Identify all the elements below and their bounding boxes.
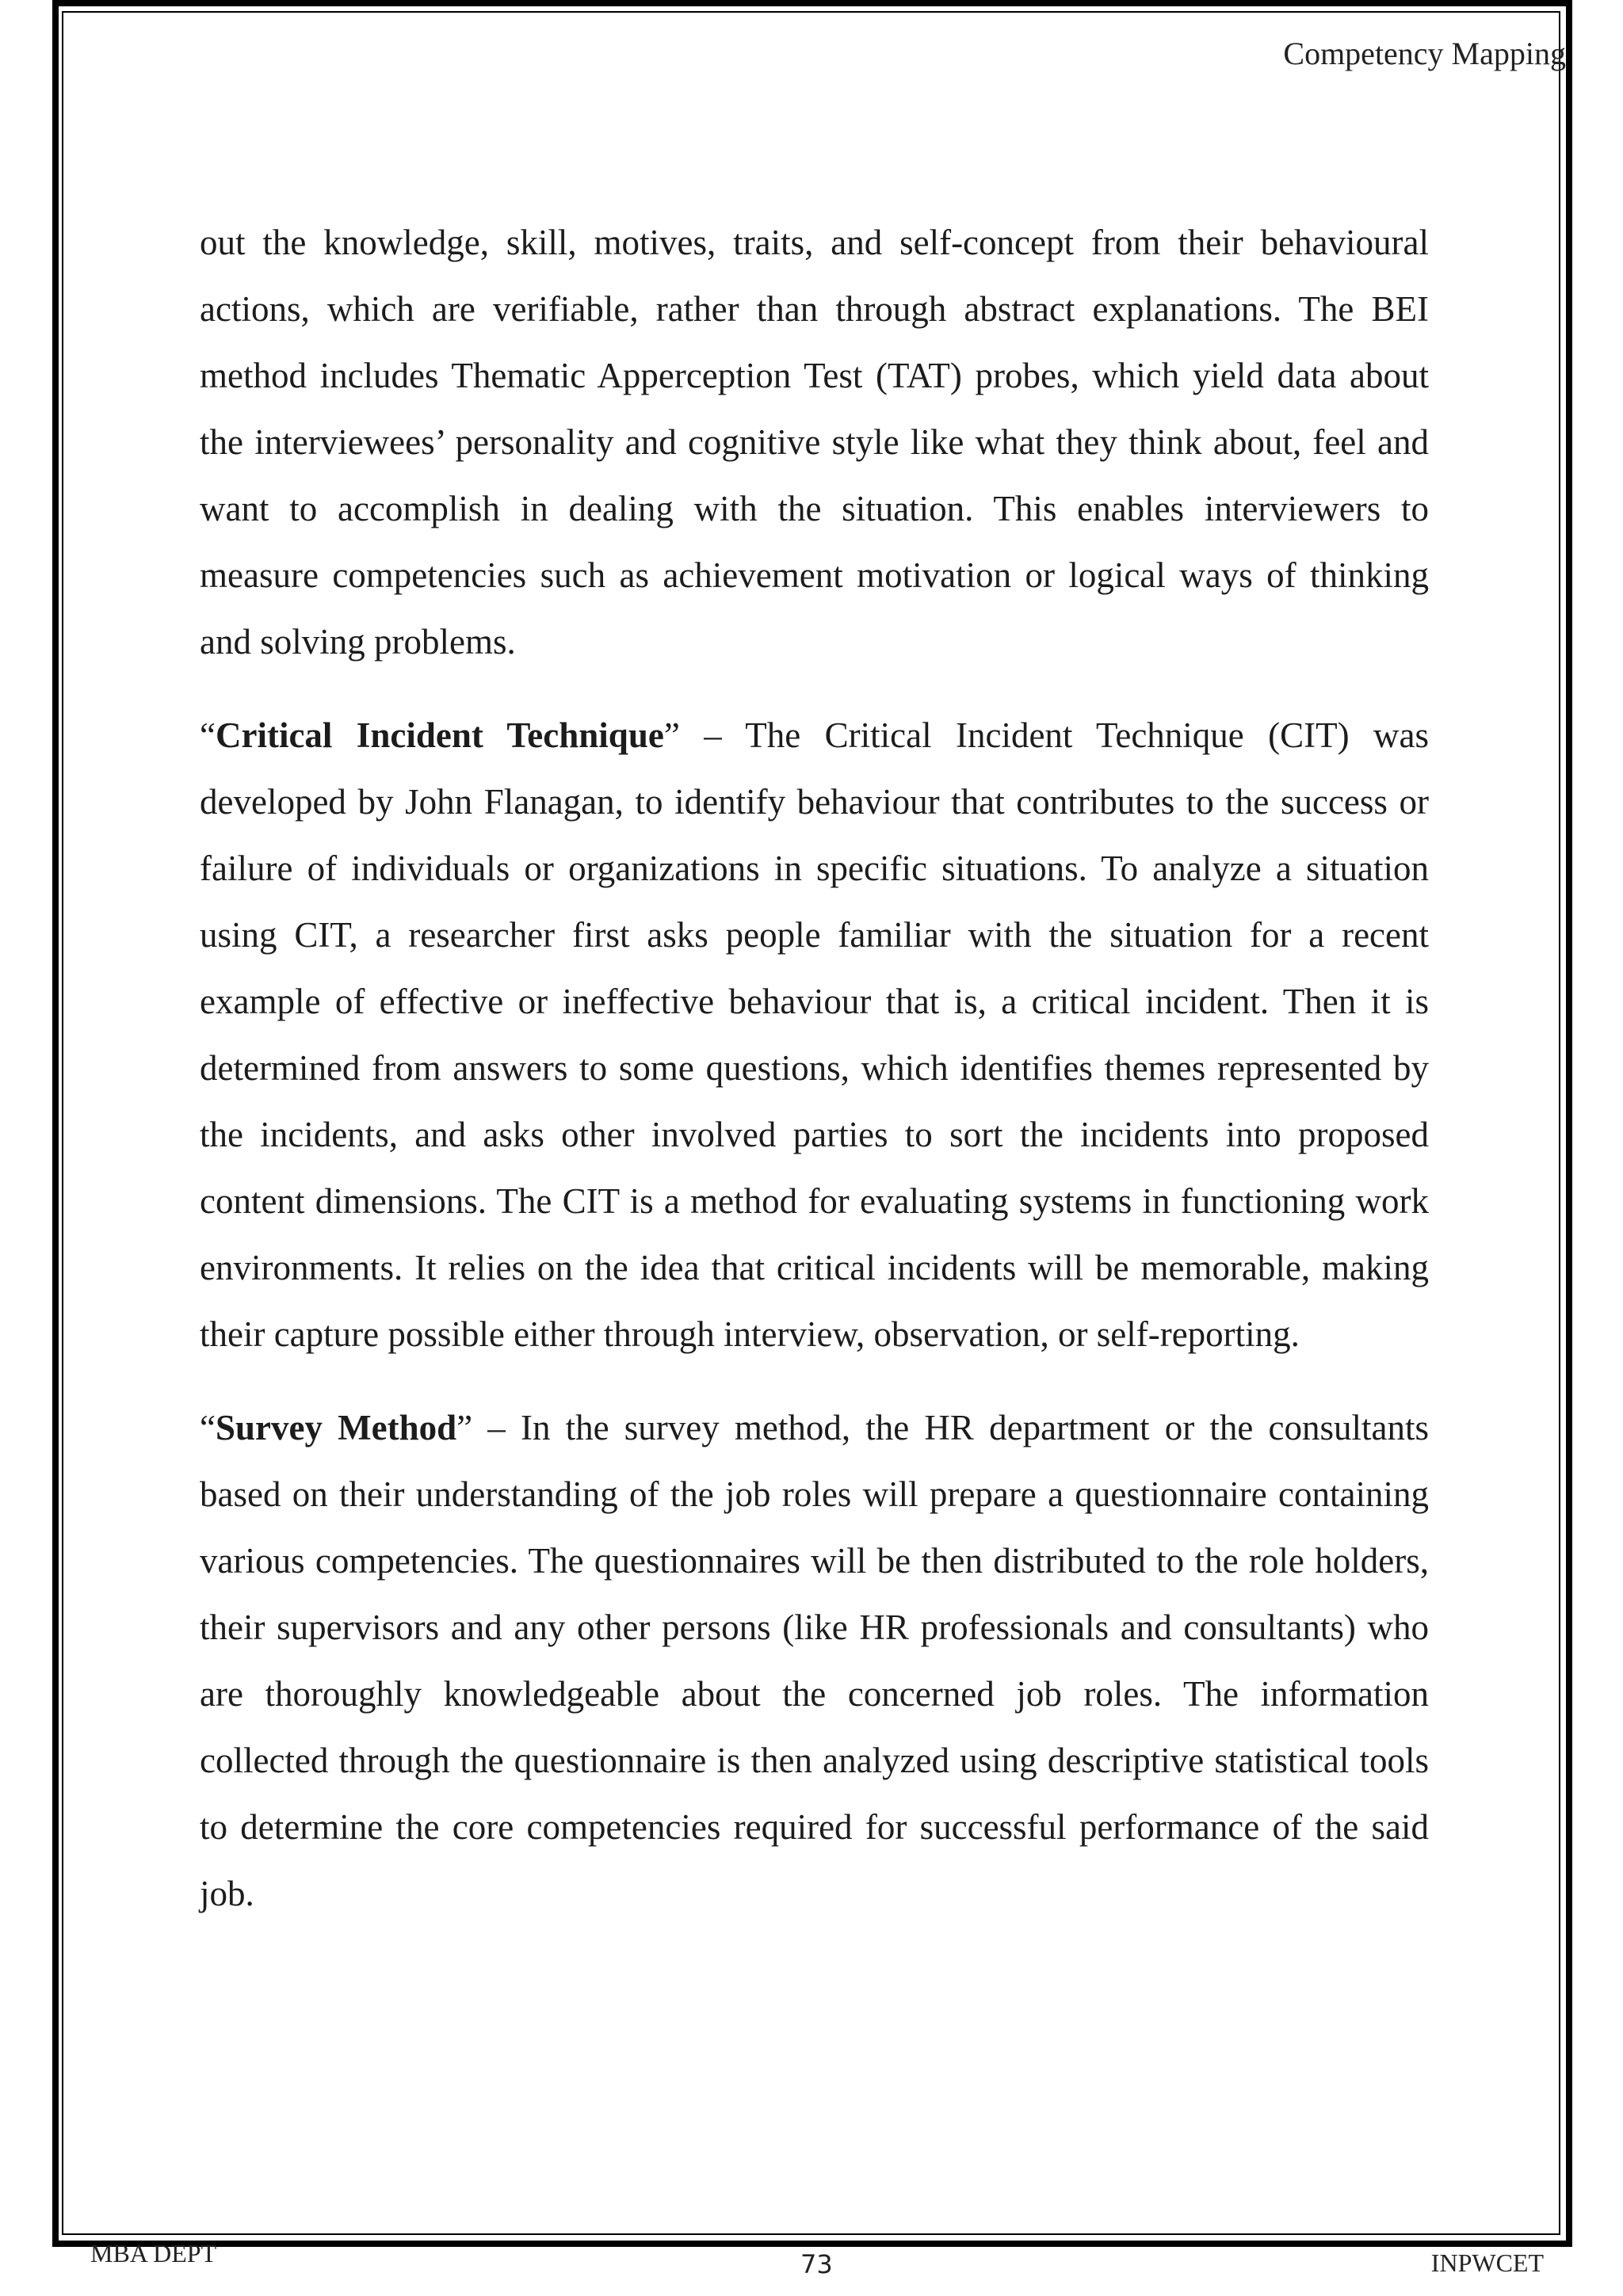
- quote-open: “: [200, 715, 216, 755]
- term-critical-incident-technique: Critical Incident Technique: [215, 715, 664, 755]
- page-body: [200, 209, 1429, 1954]
- paragraph-critical-incident-technique: [200, 702, 1429, 1367]
- term-survey-method: Survey Method: [215, 1408, 457, 1447]
- quote-open: “: [200, 1408, 216, 1447]
- running-header-title: Competency Mapping: [1283, 36, 1566, 71]
- paragraph-text: In the survey method, the HR department or the consultants based on their understanding of the job roles will prepare a questionnaire containing various competencies. The questionnaires will be then distributed to the role holders, their supervisors and any other persons (like HR professionals and consultants) who are thoroughly knowledgeable about the concerned job roles. The information collected through the questionnaire is then analyzed using descriptive statistical tools to determine the core competencies required for successful performance of the said job.: [200, 1408, 1429, 1913]
- footer-institution: INPWCET: [1430, 2248, 1544, 2277]
- quote-close-dash: ” –: [456, 1408, 521, 1447]
- paragraph-survey-method: [200, 1394, 1429, 1927]
- footer-page-number: 73: [800, 2249, 833, 2279]
- quote-close-dash: ” –: [663, 715, 746, 755]
- paragraph-text: The Critical Incident Technique (CIT) was developed by John Flanagan, to identify behaviour that contributes to the success or failure of individuals or organizations in specific situations. To analyze a situation using CIT, a researcher first asks people familiar with the situation for a recent example of effective or ineffective behaviour that is, a critical incident. Then it is determined from answers to some questions, which identifies themes represented by the incidents, and asks other involved parties to sort the incidents into proposed content dimensions. The CIT is a method for evaluating systems in functioning work environments. It relies on the idea that critical incidents will be memorable, making their capture possible either through interview, observation, or self-reporting.: [200, 715, 1429, 1354]
- footer-department: MBA DEPT: [90, 2239, 217, 2267]
- paragraph-bei-continuation: out the knowledge, skill, motives, traits, and self-concept from their behavioural actions, which are verifiable, rather than through abstract explanations. The BEI method includes Thematic Apperception Test (TAT) probes, which yield data about the interviewees’ personality and cognitive style like what they think about, feel and want to accomplish in dealing with the situation. This enables interviewers to measure competencies such as achievement motivation or logical ways of thinking and solving problems.: [200, 223, 1429, 662]
